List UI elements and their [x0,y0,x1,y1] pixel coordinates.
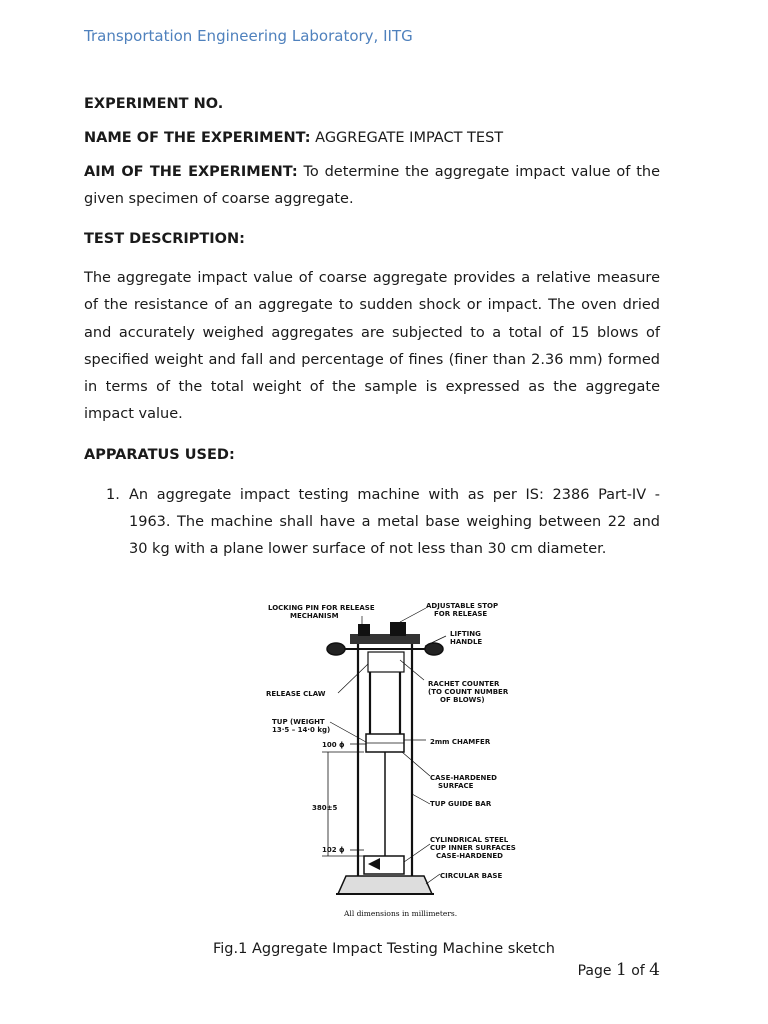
label-rachet-counter-3: OF BLOWS) [440,696,485,704]
label-guide-bar: TUP GUIDE BAR [430,800,492,808]
label-cup-3: CASE-HARDENED [436,852,503,860]
figure-caption: Fig.1 Aggregate Impact Testing Machine sketch [212,941,555,957]
label-dim-102: 102 ϕ [322,846,345,854]
label-adjustable-stop-1: ADJUSTABLE STOP [426,602,499,610]
label-dim-100: 100 ϕ [322,741,345,749]
experiment-name-line [84,130,503,146]
of-word: of [631,963,645,979]
label-cup-1: CYLINDRICAL STEEL [430,836,509,844]
release-claw-drawing [368,652,404,672]
label-case-hardened-2: SURFACE [438,782,474,790]
apparatus-list [84,482,660,563]
label-rachet-counter-1: RACHET COUNTER [428,680,500,688]
label-chamfer: 2mm CHAMFER [430,738,491,746]
impact-machine-sketch [250,594,540,924]
aim-label: AIM OF THE EXPERIMENT: [84,164,298,180]
dimensions-note: All dimensions in millimeters. [344,909,458,918]
aim-value: To determine the aggregate impact value of the given specimen of coarse aggregate. [84,164,661,208]
aim-paragraph [84,159,660,214]
circular-base-drawing [338,876,432,894]
lifting-handle-drawing [327,643,443,655]
label-tup-2: 13·5 – 14·0 kg) [272,726,331,734]
experiment-name-value: AGGREGATE IMPACT TEST [315,130,504,146]
experiment-no: EXPERIMENT NO. [84,96,224,112]
page-number [578,960,660,980]
label-tup-1: TUP (WEIGHT [272,718,325,726]
apparatus-item-text: An aggregate impact testing machine with as per IS: 2386 Part-IV - 1963. The machine shall have a metal base weighing between 22 and 30 kg with a plane lower surface of not less than 30 cm diameter. [129,487,660,557]
page-current: 1 [615,960,627,980]
apparatus-item-number: 1. [106,487,120,503]
label-lifting-handle-2: HANDLE [450,638,483,646]
label-locking-pin-2: MECHANISM [290,612,339,620]
label-locking-pin-1: LOCKING PIN FOR RELEASE [268,604,375,612]
label-rachet-counter-2: (TO COUNT NUMBER [428,688,509,696]
label-dim-380: 380±5 [312,804,338,812]
page-word: Page [577,963,612,979]
label-adjustable-stop-2: FOR RELEASE [434,610,488,618]
label-case-hardened-1: CASE-HARDENED [430,774,497,782]
apparatus-heading: APPARATUS USED: [84,447,235,463]
apparatus-item [84,482,660,563]
test-description-body: The aggregate impact value of coarse aggregate provides a relative measure of the resistance of an aggregate to sudden shock or impact. The oven dried and accurately weighed aggregates are subjected to a total of 15 blows of specified weight and fall and percentage of fines (finer than 2.36 mm) formed in terms of the total weight of the sample is expressed as the aggregate impact value. [84,270,660,423]
document-header: Transportation Engineering Laboratory, IITG [84,27,413,45]
label-circular-base: CIRCULAR BASE [440,872,503,880]
page-total: 4 [649,960,660,980]
label-cup-2: CUP INNER SURFACES [430,844,516,852]
test-description-heading: TEST DESCRIPTION: [84,231,245,247]
label-release-claw: RELEASE CLAW [266,690,326,698]
experiment-name-label: NAME OF THE EXPERIMENT: [84,130,311,146]
label-lifting-handle-1: LIFTING [450,630,481,638]
